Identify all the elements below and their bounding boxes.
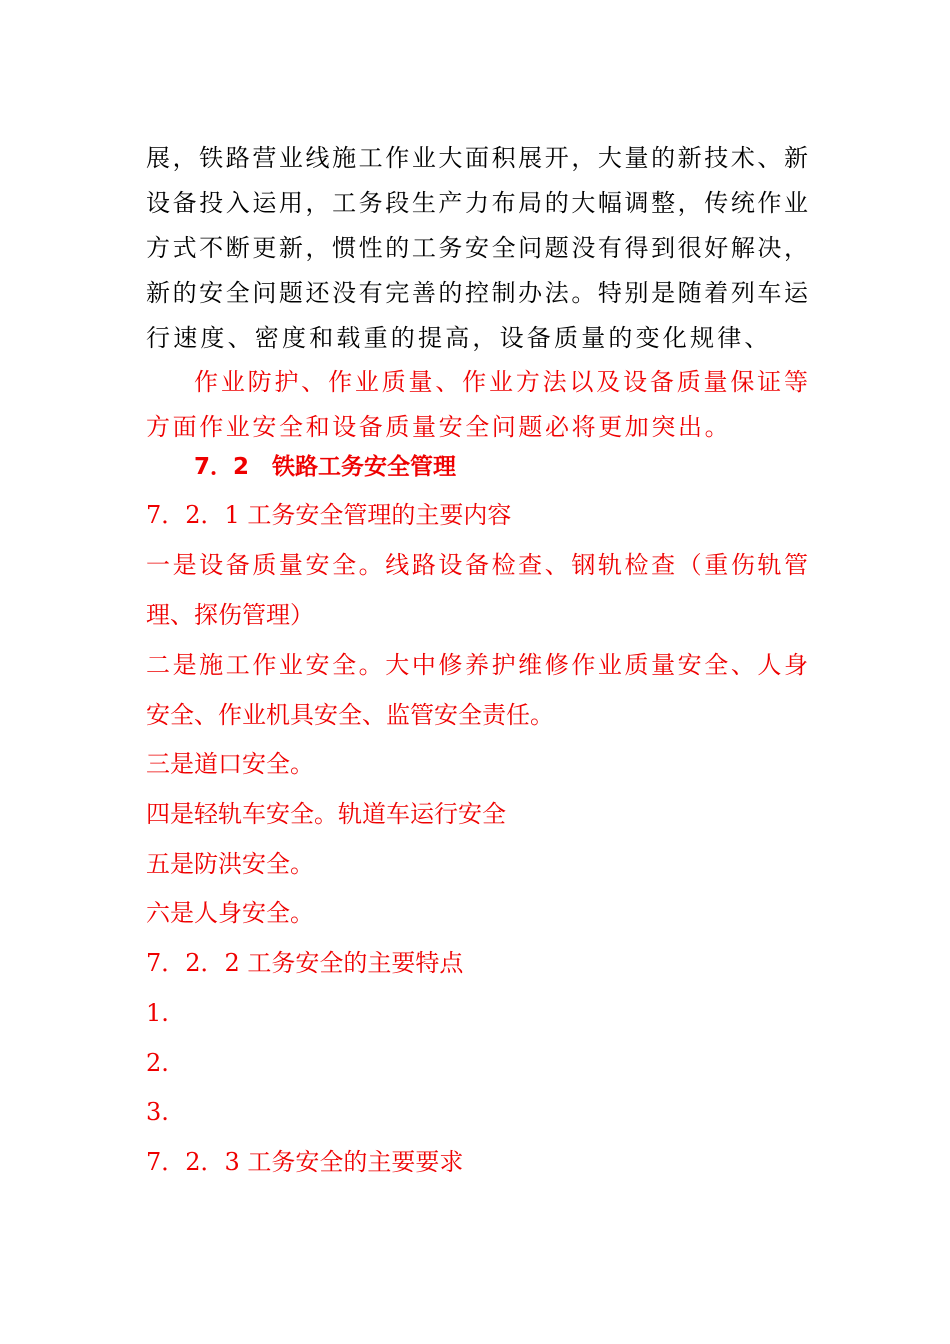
- content-item-6: 六是人身安全。: [146, 899, 314, 927]
- feature-item-2: 2.: [146, 1049, 169, 1077]
- intro-line-2: 设备投入运用，工务段生产力布局的大幅调整，传统作业: [146, 189, 808, 217]
- content-item-2a: 二是施工作业安全。大中修养护维修作业质量安全、人身: [146, 651, 808, 679]
- subsection-title-1: 7．2．1 工务安全管理的主要内容: [146, 501, 512, 529]
- content-item-1a: 一是设备质量安全。线路设备检查、钢轨检查（重伤轨管: [146, 551, 808, 579]
- feature-item-1: 1.: [146, 999, 169, 1027]
- subsection-title-3: 7．2．3 工务安全的主要要求: [146, 1148, 464, 1176]
- content-item-3: 三是道口安全。: [146, 750, 314, 778]
- content-item-1b: 理、探伤管理）: [146, 601, 314, 629]
- red-paragraph-line-1: 作业防护、作业质量、作业方法以及设备质量保证等: [194, 368, 808, 396]
- content-item-2b: 安全、作业机具安全、监管安全责任。: [146, 701, 554, 729]
- intro-line-5: 行速度、密度和载重的提高，设备质量的变化规律、: [146, 324, 772, 352]
- content-item-4: 四是轻轨车安全。轨道车运行安全: [146, 800, 506, 828]
- intro-line-1: 展，铁路营业线施工作业大面积展开，大量的新技术、新: [146, 144, 808, 172]
- section-heading: 7．2 铁路工务安全管理: [194, 454, 457, 480]
- content-item-5: 五是防洪安全。: [146, 850, 314, 878]
- feature-item-3: 3.: [146, 1098, 169, 1126]
- subsection-title-2: 7．2．2 工务安全的主要特点: [146, 949, 464, 977]
- intro-line-3: 方式不断更新，惯性的工务安全问题没有得到很好解决，: [146, 234, 808, 262]
- intro-line-4: 新的安全问题还没有完善的控制办法。特别是随着列车运: [146, 279, 808, 307]
- red-paragraph-line-2: 方面作业安全和设备质量安全问题必将更加突出。: [146, 413, 732, 441]
